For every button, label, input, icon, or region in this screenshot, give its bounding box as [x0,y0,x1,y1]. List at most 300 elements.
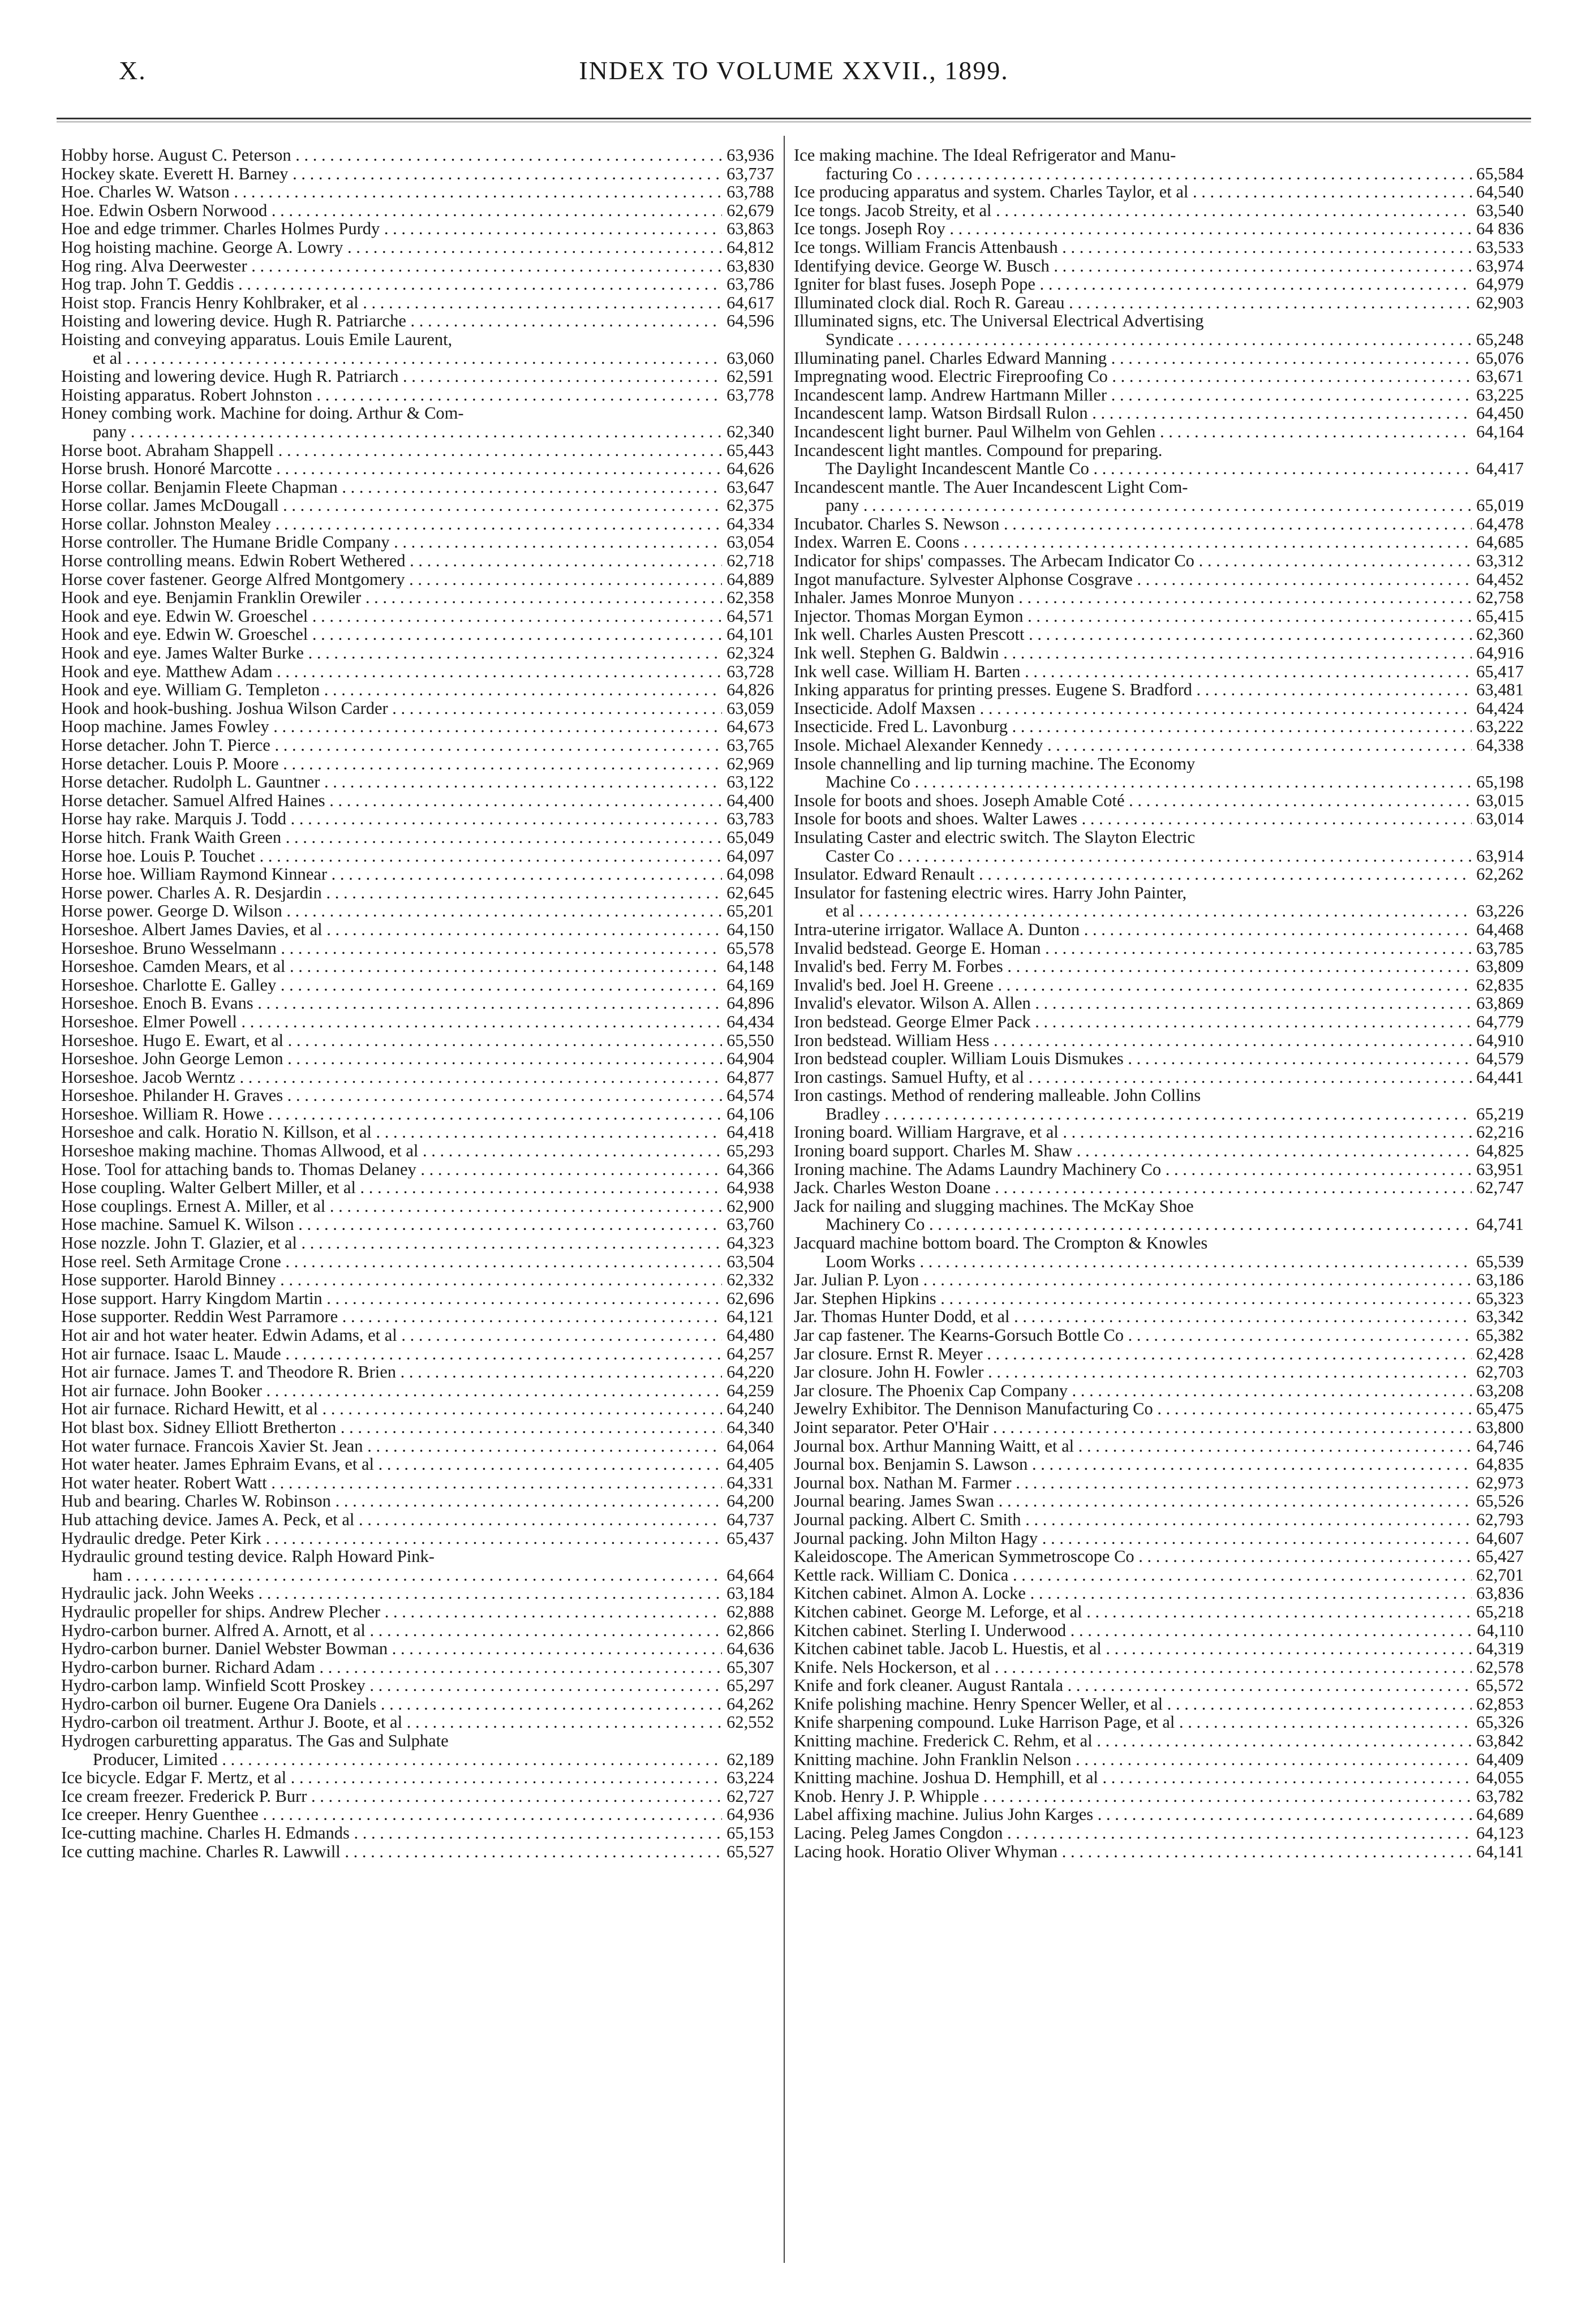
patent-number: 63,342 [1476,1307,1524,1327]
entry-text: Journal box. Arthur Manning Waitt, et al . . . [794,1437,1472,1456]
entry-text: Journal bearing. James Swan . . . [794,1492,1472,1510]
entry-text: Jar. Thomas Hunter Dodd, et al . . . [794,1307,1472,1326]
index-entry [61,681,774,699]
index-entry [794,1142,1524,1160]
patent-number: 63,671 [1476,367,1524,386]
index-entry [61,920,774,939]
patent-number: 64,689 [1476,1805,1524,1824]
index-entry [794,570,1524,589]
index-entry [794,1787,1524,1806]
patent-number: 63,951 [1476,1159,1524,1179]
index-entry [794,1234,1524,1253]
entry-text: Jack. Charles Weston Doane . . . [794,1178,1472,1197]
index-entry [61,1750,774,1769]
patent-number: 64,910 [1476,1030,1524,1050]
patent-number: 65,417 [1476,661,1524,681]
patent-number: 63,765 [726,735,774,755]
entry-text: Horse controller. The Humane Bridle Company . . . [61,533,722,552]
index-entry [61,994,774,1013]
entry-text: Insulating Caster and electric switch. The Slayton Electric [794,828,1196,847]
entry-text: Horseshoe. Hugo E. Ewart, et al . . . [61,1031,722,1050]
patent-number: 65,443 [726,440,774,460]
index-entry [61,644,774,662]
patent-number: 64,636 [726,1639,774,1659]
entry-text: Hot air furnace. Richard Hewitt, et al . . . [61,1400,722,1418]
index-entry [61,1031,774,1050]
entry-text: Hoe and edge trimmer. Charles Holmes Purdy . . . [61,220,722,238]
entry-text: Horseshoe. Enoch B. Evans . . . [61,994,722,1013]
index-entry [61,1418,774,1437]
patent-number: 64,417 [1476,459,1524,479]
entry-text: Iron castings. Method of rendering malleable. John Collins [794,1086,1201,1105]
entry-text: Hot water heater. Robert Watt . . . [61,1474,722,1492]
index-entry [61,1603,774,1621]
index-entry [61,1787,774,1806]
entry-text: Lacing hook. Horatio Oliver Whyman . . . [794,1843,1472,1861]
patent-number: 64,540 [1476,182,1524,202]
entry-text: Hydraulic propeller for ships. Andrew Plecher . . . [61,1603,722,1621]
patent-number: 62,718 [726,551,774,571]
index-entry [794,1105,1524,1124]
index-entry [61,165,774,183]
index-entry [61,1713,774,1732]
index-entry [794,1363,1524,1382]
patent-number: 64,826 [726,680,774,700]
patent-number: 62,552 [726,1712,774,1732]
patent-number: 62,591 [726,367,774,386]
index-entry [794,330,1524,349]
index-entry [61,570,774,589]
index-entry [61,238,774,257]
entry-text: Injector. Thomas Morgan Eymon . . . [794,607,1472,626]
index-entry [794,275,1524,294]
patent-number: 64,450 [1476,403,1524,423]
index-entry [61,1529,774,1548]
entry-text: Hot air and hot water heater. Edwin Adams, et al . . . [61,1326,722,1345]
patent-number: 64,400 [726,790,774,810]
index-entry [61,552,774,570]
patent-number: 63,226 [1476,901,1524,921]
entry-text: Impregnating wood. Electric Fireproofing Co . . . [794,367,1472,386]
patent-number: 64,617 [726,292,774,312]
index-entry [794,1197,1524,1216]
entry-text: Journal box. Benjamin S. Lawson . . . [794,1455,1472,1474]
entry-text: Honey combing work. Machine for doing. Arthur & Com- [61,404,464,423]
index-entry [61,1178,774,1197]
index-entry [61,1824,774,1843]
patent-number: 65,198 [1476,772,1524,792]
entry-text: Horse detacher. Samuel Alfred Haines . . . [61,791,722,810]
patent-number: 62,866 [726,1620,774,1640]
entry-text: Jewelry Exhibitor. The Dennison Manufacturing Co . . . [794,1400,1472,1418]
patent-number: 63,481 [1476,680,1524,700]
patent-number: 64,424 [1476,698,1524,718]
index-entry [794,939,1524,958]
entry-text: Jar closure. The Phoenix Cap Company . . . [794,1382,1472,1400]
entry-text: Incandescent lamp. Andrew Hartmann Miller . . . [794,386,1472,404]
index-entry [794,1639,1524,1658]
patent-number: 64,164 [1476,421,1524,441]
entry-text: Hose nozzle. John T. Glazier, et al . . . [61,1234,722,1253]
index-entry [61,496,774,515]
patent-number: 63,647 [726,477,774,497]
index-entry [794,1843,1524,1861]
patent-number: 64,579 [1476,1049,1524,1069]
entry-text: Ice creeper. Henry Guenthee . . . [61,1805,722,1824]
index-entry [61,404,774,423]
entry-text: Illuminated signs, etc. The Universal Electrical Advertising [794,312,1204,330]
entry-text: Hook and eye. Matthew Adam . . . [61,662,722,681]
index-entry [794,238,1524,257]
index-entry [61,1843,774,1861]
entry-text: Hose reel. Seth Armitage Crone . . . [61,1253,722,1271]
entry-text: Knob. Henry J. P. Whipple . . . [794,1787,1472,1806]
patent-number: 63,914 [1476,846,1524,866]
patent-number: 62,324 [726,643,774,663]
entry-text: Horse detacher. Louis P. Moore . . . [61,755,722,773]
patent-number: 62,216 [1476,1122,1524,1142]
entry-text: Kettle rack. William C. Donica . . . [794,1566,1472,1585]
patent-number: 64,101 [726,625,774,644]
index-entry [794,994,1524,1013]
entry-text: Hoisting apparatus. Robert Johnston . . . [61,386,722,404]
entry-text: Horseshoe. Albert James Davies, et al . . . [61,920,722,939]
entry-text: Ironing board. William Hargrave, et al . . . [794,1123,1472,1142]
entry-text: Kaleidoscope. The American Symmetroscope Co . . . [794,1547,1472,1566]
entry-text: Iron bedstead. George Elmer Pack . . . [794,1013,1472,1031]
patent-number: 64,366 [726,1159,774,1179]
index-entry [61,367,774,386]
index-entry [794,902,1524,920]
patent-number: 63,788 [726,182,774,202]
entry-text: Horse hoe. Louis P. Touchet . . . [61,847,722,866]
patent-number: 64,141 [1476,1841,1524,1861]
index-entry [794,884,1524,902]
patent-number: 64,123 [1476,1823,1524,1843]
index-entry [61,220,774,238]
index-entry [794,1492,1524,1510]
index-entry [61,1768,774,1787]
entry-text: Knife and fork cleaner. August Rantala . . . [794,1676,1472,1695]
index-entry [61,1639,774,1658]
patent-number: 63,782 [1476,1786,1524,1806]
entry-text: pany . . . [61,423,722,441]
entry-text: Horse power. George D. Wilson . . . [61,902,722,920]
entry-text: Hot air furnace. John Booker . . . [61,1382,722,1400]
entry-text: Horseshoe. Philander H. Graves . . . [61,1086,722,1105]
index-entry [61,791,774,810]
index-entry [61,1566,774,1585]
entry-text: Index. Warren E. Coons . . . [794,533,1472,552]
index-entry [61,1547,774,1566]
patent-number: 63,225 [1476,385,1524,404]
patent-number: 65,219 [1476,1104,1524,1124]
entry-text: Horse detacher. John T. Pierce . . . [61,736,722,755]
patent-number: 63,728 [726,661,774,681]
entry-text: Hydro-carbon burner. Alfred A. Arnott, et al . . . [61,1621,722,1640]
patent-number: 64,220 [726,1362,774,1382]
patent-number: 62,900 [726,1196,774,1216]
index-entry [794,1695,1524,1714]
entry-text: Hoop machine. James Fowley . . . [61,717,722,736]
entry-text: Intra-uterine irrigator. Wallace A. Dunton . . . [794,920,1472,939]
patent-number: 64,896 [726,993,774,1013]
patent-number: 65,326 [1476,1712,1524,1732]
index-entry [61,625,774,644]
index-entry [794,1547,1524,1566]
index-entry [61,386,774,404]
index-entry [794,1676,1524,1695]
patent-number: 63,533 [1476,237,1524,257]
index-entry [794,1584,1524,1603]
patent-number: 63,122 [726,772,774,792]
index-entry [794,1253,1524,1271]
index-entry [61,1289,774,1308]
index-entry [61,976,774,995]
patent-number: 64,240 [726,1399,774,1419]
patent-number: 65,153 [726,1823,774,1843]
entry-text: Horseshoe. Jacob Werntz . . . [61,1068,722,1087]
index-entry [61,588,774,607]
entry-text: Kitchen cabinet. Sterling I. Underwood . . . [794,1621,1472,1640]
patent-number: 64,064 [726,1436,774,1456]
patent-number: 65,584 [1476,163,1524,183]
index-entry [794,644,1524,662]
entry-text: Hot air furnace. Isaac L. Maude . . . [61,1345,722,1363]
patent-number: 63,800 [1476,1417,1524,1437]
entry-text: Inking apparatus for printing presses. Eugene S. Bradford . . . [794,681,1472,699]
entry-text: et al . . . [61,349,722,368]
patent-number: 62,701 [1476,1565,1524,1585]
entry-text: Indicator for ships' compasses. The Arbecam Indicator Co . . . [794,552,1472,570]
entry-text: Insole channelling and lip turning machine. The Economy [794,754,1196,773]
patent-number: 62,696 [726,1288,774,1308]
entry-text: Ice producing apparatus and system. Charles Taylor, et al . . . [794,183,1472,201]
index-entry [794,1510,1524,1529]
entry-text: Hog trap. John T. Geddis . . . [61,275,722,294]
entry-text: Insecticide. Fred L. Lavonburg . . . [794,717,1472,736]
patent-number: 65,437 [726,1528,774,1548]
entry-text: Identifying device. George W. Busch . . . [794,257,1472,276]
patent-number: 64,055 [1476,1768,1524,1788]
entry-text: Hockey skate. Everett H. Barney . . . [61,165,722,183]
index-entry [794,423,1524,441]
entry-text: ham . . . [61,1566,722,1585]
index-entry [794,441,1524,460]
index-entry [61,312,774,330]
patent-number: 65,427 [1476,1547,1524,1566]
index-entry [61,1013,774,1031]
index-entry [794,1603,1524,1621]
patent-number: 63,054 [726,532,774,552]
entry-text: Invalid bedstead. George E. Homan . . . [794,939,1472,958]
index-entry [794,459,1524,478]
entry-text: Jar cap fastener. The Kearns-Gorsuch Bottle Co . . . [794,1326,1472,1345]
index-entry [61,330,774,349]
patent-number: 64,441 [1476,1067,1524,1087]
entry-text: Jar. Julian P. Lyon . . . [794,1271,1472,1289]
patent-number: 62,969 [726,754,774,773]
index-entry [794,1307,1524,1326]
entry-text: Ice tongs. William Francis Attenbaush . . . [794,238,1472,257]
index-entry [61,1123,774,1142]
index-entry [794,1086,1524,1105]
patent-number: 64,673 [726,717,774,737]
index-entry [794,1768,1524,1787]
patent-number: 62,903 [1476,292,1524,312]
entry-text: Iron bedstead coupler. William Louis Dismukes . . . [794,1049,1472,1068]
index-entry [794,920,1524,939]
index-entry [61,1345,774,1363]
index-entry [794,1400,1524,1418]
patent-number: 64,877 [726,1067,774,1087]
patent-number: 64,574 [726,1086,774,1105]
index-entry [61,349,774,368]
patent-number: 64,110 [1477,1620,1524,1640]
entry-text: Joint separator. Peter O'Hair . . . [794,1418,1472,1437]
entry-text: Hot water heater. James Ephraim Evans, et al . . . [61,1455,722,1474]
index-entry [794,1805,1524,1824]
entry-text: Insulator for fastening electric wires. Harry John Painter, [794,883,1187,902]
patent-number: 63,312 [1476,551,1524,571]
patent-number: 65,218 [1476,1602,1524,1621]
entry-text: Ice tongs. Joseph Roy . . . [794,220,1472,238]
entry-text: Journal box. Nathan M. Farmer . . . [794,1474,1472,1492]
entry-text: Insole for boots and shoes. Walter Lawes . . . [794,810,1472,828]
entry-text: Knife sharpening compound. Luke Harrison Page, et al . . . [794,1713,1472,1732]
entry-text: Jar. Stephen Hipkins . . . [794,1289,1472,1308]
entry-text: Horseshoe and calk. Horatio N. Killson, et al . . . [61,1123,722,1142]
entry-text: Iron castings. Samuel Hufty, et al . . . [794,1068,1472,1087]
index-entry [61,275,774,294]
entry-text: Horseshoe. William R. Howe . . . [61,1105,722,1124]
entry-text: Horseshoe. Bruno Wesselmann . . . [61,939,722,958]
index-entry [794,625,1524,644]
entry-text: Hose support. Harry Kingdom Martin . . . [61,1289,722,1308]
entry-text: Ice cutting machine. Charles R. Lawwill . . . [61,1843,722,1861]
index-entry [794,165,1524,183]
patent-number: 63,222 [1476,717,1524,737]
index-entry [794,1750,1524,1769]
entry-text: Journal packing. Albert C. Smith . . . [794,1510,1472,1529]
index-entry [794,1271,1524,1289]
index-entry [61,1437,774,1456]
entry-text: Horse brush. Honoré Marcotte . . . [61,459,722,478]
index-entry [61,515,774,533]
entry-text: Hose coupling. Walter Gelbert Miller, et al . . . [61,1178,722,1197]
entry-text: Ironing board support. Charles M. Shaw . . . [794,1142,1472,1160]
patent-number: 64,607 [1476,1528,1524,1548]
patent-number: 64,571 [726,606,774,626]
patent-number: 65,475 [1476,1399,1524,1419]
patent-number: 65,076 [1476,348,1524,368]
entry-text: Hydrogen carburetting apparatus. The Gas and Sulphate [61,1732,449,1750]
index-entry [61,1658,774,1677]
patent-number: 65,382 [1476,1325,1524,1345]
index-entry [794,1732,1524,1750]
index-entry [794,183,1524,201]
entry-text: Jar closure. John H. Fowler . . . [794,1363,1472,1382]
patent-number: 63,224 [726,1768,774,1788]
patent-number: 65,297 [726,1676,774,1695]
patent-number: 65,539 [1476,1251,1524,1271]
index-entry [794,496,1524,515]
index-entry [794,847,1524,866]
index-entry [794,828,1524,847]
entry-text: Knitting machine. Joshua D. Hemphill, et al . . . [794,1768,1472,1787]
patent-number: 62,189 [726,1749,774,1769]
patent-number: 63,540 [1476,200,1524,220]
entry-text: Hoisting and lowering device. Hugh R. Patriarche . . . [61,312,722,330]
entry-text: Machine Co . . . [794,773,1472,791]
entry-text: Ice cream freezer. Frederick P. Burr . . . [61,1787,722,1806]
entry-text: Hose couplings. Ernest A. Miller, et al . . . [61,1197,722,1216]
entry-text: pany . . . [794,496,1472,515]
entry-text: Hub attaching device. James A. Peck, et al . . . [61,1510,722,1529]
index-entry [61,1271,774,1289]
index-entry [61,1234,774,1253]
patent-number: 63,786 [726,274,774,294]
patent-number: 64,169 [726,975,774,995]
index-entry [61,957,774,976]
index-entry [794,1289,1524,1308]
patent-number: 64,596 [726,311,774,331]
entry-text: Hydraulic dredge. Peter Kirk . . . [61,1529,722,1548]
index-entry [61,1621,774,1640]
entry-text: The Daylight Incandescent Mantle Co . . . [794,459,1472,478]
index-entry [794,1160,1524,1179]
index-entry [61,1455,774,1474]
entry-text: Hook and eye. William G. Templeton . . . [61,681,722,699]
patent-number: 64,835 [1476,1454,1524,1474]
entry-text: Hose machine. Samuel K. Wilson . . . [61,1215,722,1234]
patent-number: 64,405 [726,1454,774,1474]
entry-text: Journal packing. John Milton Hagy . . . [794,1529,1472,1548]
entry-text: facturing Co . . . [794,165,1472,183]
index-entry [794,1345,1524,1363]
index-entry [61,478,774,497]
entry-text: Insulator. Edward Renault . . . [794,865,1472,884]
entry-text: Hydro-carbon burner. Richard Adam . . . [61,1658,722,1677]
entry-text: Insecticide. Adolf Maxsen . . . [794,699,1472,718]
right-column [794,146,1524,1861]
patent-number: 64,340 [726,1417,774,1437]
patent-number: 64,812 [726,237,774,257]
index-entry [794,681,1524,699]
entry-text: Insole for boots and shoes. Joseph Amable Coté . . . [794,791,1472,810]
patent-number: 63,809 [1476,957,1524,976]
entry-text: Hoe. Edwin Osbern Norwood . . . [61,201,722,220]
index-entry [61,1215,774,1234]
entry-text: Caster Co . . . [794,847,1472,866]
entry-text: Kitchen cabinet. George M. Leforge, et al . . . [794,1603,1472,1621]
patent-number: 63,504 [726,1251,774,1271]
index-entry [794,294,1524,312]
patent-number: 64,200 [726,1491,774,1511]
entry-text: Igniter for blast fuses. Joseph Pope . . . [794,275,1472,294]
index-entry [61,1105,774,1124]
index-entry [794,552,1524,570]
patent-number: 62,332 [726,1270,774,1290]
index-entry [794,1068,1524,1087]
patent-number: 62,793 [1476,1509,1524,1529]
entry-text: Bradley . . . [794,1105,1472,1124]
index-entry [794,146,1524,165]
index-entry [794,662,1524,681]
patent-number: 64,779 [1476,1012,1524,1031]
patent-number: 65,572 [1476,1676,1524,1695]
index-entry [794,736,1524,755]
